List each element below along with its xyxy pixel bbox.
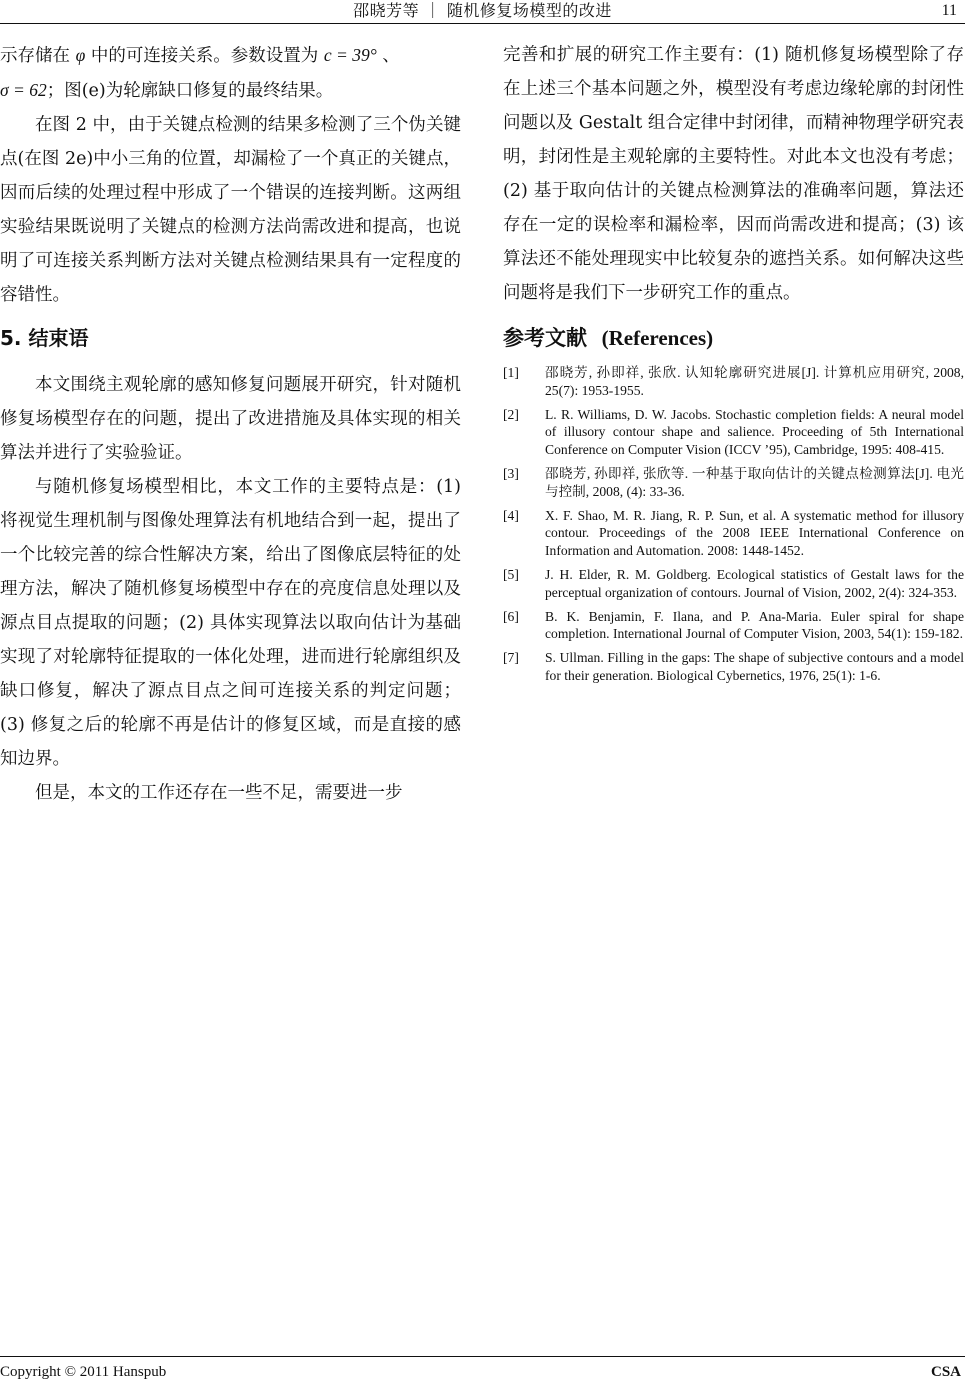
paragraph-future-work: 完善和扩展的研究工作主要有：(1) 随机修复场模型除了存在上述三个基本问题之外，模型没有考虑边缘轮廓的封闭性问题以及 Gestalt 组合定律中封闭律，而精神物理学研究表明，封闭性是主观轮廓的主要特性。对此本文也没有考虑；(2) 基于取向估计的关键点检测算法的准确率问题，算法还存在一定的误检率和漏检率，因而尚需改进和提高；(3) 该算法还不能处理现实中比较复杂的遮挡关系。如何解决这些问题将是我们下一步研究工作的重点。 [503, 45, 964, 303]
reference-text: J. H. Elder, R. M. Goldberg. Ecological statistics of Gestalt laws for the perceptual organization of contours. Journal of Vision, 2002, 2(4): 324-353. [545, 566, 964, 600]
running-title: 邵晓芳等 ｜ 随机修复场模型的改进 [353, 1, 612, 20]
paragraph-main-features: 与随机修复场模型相比，本文工作的主要特点是：(1) 将视觉生理机制与图像处理算法有机地结合到一起，提出了一个比较完善的综合性解决方案，给出了图像底层特征的处理方法，解决了随机修复场模型中存在的亮度信息处理以及源点目点提取的问题；(2) 具体实现算法以取向估计为基础实现了对轮廓特征提取的一体化处理，进而进行轮廓组织及缺口修复，解决了源点目点之间可连接关系的判定问题；(3) 修复之后的轮廓不再是估计的修复区域，而是直接的感知边界。 [0, 477, 461, 769]
reference-number: [1] [503, 365, 519, 380]
right-column [503, 38, 964, 691]
reference-text: B. K. Benjamin, F. Ilana, and P. Ana-Maria. Euler spiral for shape completion. International Journal of Computer Vision, 2003, 54(1): 159-182. [545, 608, 964, 642]
page-header [0, 0, 965, 24]
phi-symbol: φ [75, 45, 86, 65]
paragraph-text: 、 [376, 46, 400, 66]
reference-item [503, 566, 964, 602]
reference-number: [5] [503, 566, 519, 582]
reference-item [503, 649, 964, 685]
reference-item [503, 465, 964, 501]
footer-divider [0, 1356, 965, 1357]
parameter-c: c = 39° [323, 45, 377, 65]
reference-text: 邵晓芳, 孙即祥, 张欣等. 一种基于取向估计的关键点检测算法[J]. 电光与控制, 2008, (4): 33-36. [545, 465, 964, 499]
parameter-sigma: σ = 62 [0, 80, 47, 100]
paragraph-parameters [0, 38, 461, 108]
reference-text: 邵晓芳, 孙即祥, 张欣. 认知轮廓研究进展[J]. 计算机应用研究, 2008, 25(7): 1953-1955. [545, 365, 964, 398]
reference-number: [6] [503, 608, 519, 624]
header-divider [0, 23, 965, 24]
page-footer [0, 1356, 965, 1385]
reference-item [503, 406, 964, 459]
section-heading-conclusion: 5. 结束语 [0, 326, 89, 350]
reference-number: [3] [503, 465, 519, 481]
paragraph-figure-2: 在图 2 中，由于关键点检测的结果多检测了三个伪关键点(在图 2e)中小三角的位置，却漏检了一个真正的关键点，因而后续的处理过程中形成了一个错误的连接判断。这两组实验结果既说明了关键点的检测方法尚需改进和提高，也说明了可连接关系判断方法对关键点检测结果具有一定程度的容错性。 [0, 115, 461, 305]
reference-text: L. R. Williams, D. W. Jacobs. Stochastic completion fields: A neural model of illusory contour shape and salience. Proceeding of 5th International Conference on Computer Vision (ICCV ’95), Cambridge, 1995: 408-415. [545, 406, 964, 458]
paragraph-conclusion-intro: 本文围绕主观轮廓的感知修复问题展开研究，针对随机修复场模型存在的问题，提出了改进措施及具体实现的相关算法并进行了实验验证。 [0, 375, 461, 463]
reference-text: X. F. Shao, M. R. Jiang, R. P. Sun, et al. A systematic method for illusory contour. Proceedings of the 2008 IEEE International Conference on Information and Automation. 2008: 1448-1452. [545, 507, 964, 559]
left-column [0, 38, 461, 810]
references-heading-cn: 参考文献 [503, 326, 587, 350]
reference-number: [4] [503, 507, 519, 523]
reference-number: [7] [503, 650, 519, 666]
paragraph-shortcomings: 但是，本文的工作还存在一些不足，需要进一步 [35, 783, 403, 803]
journal-abbreviation: CSA [930, 1364, 961, 1380]
paragraph-text: 中的可连接关系。参数设置为 [85, 46, 324, 66]
copyright-notice: Copyright © 2011 Hanspub [0, 1364, 167, 1380]
reference-number: [2] [503, 406, 519, 422]
paragraph-text: 示存储在 [0, 46, 76, 66]
references-heading [503, 318, 964, 358]
references-heading-en: (References) [601, 326, 714, 350]
reference-item [503, 364, 964, 400]
reference-text: S. Ullman. Filling in the gaps: The shape of subjective contours and a model for their generation. Biological Cybernetics, 1976, 25(1): 1-6. [545, 650, 964, 683]
paragraph-text: ；图(e)为轮廓缺口修复的最终结果。 [46, 81, 334, 101]
reference-list [503, 364, 964, 685]
reference-item [503, 507, 964, 560]
reference-item [503, 608, 964, 644]
page-number: 11 [941, 2, 957, 19]
